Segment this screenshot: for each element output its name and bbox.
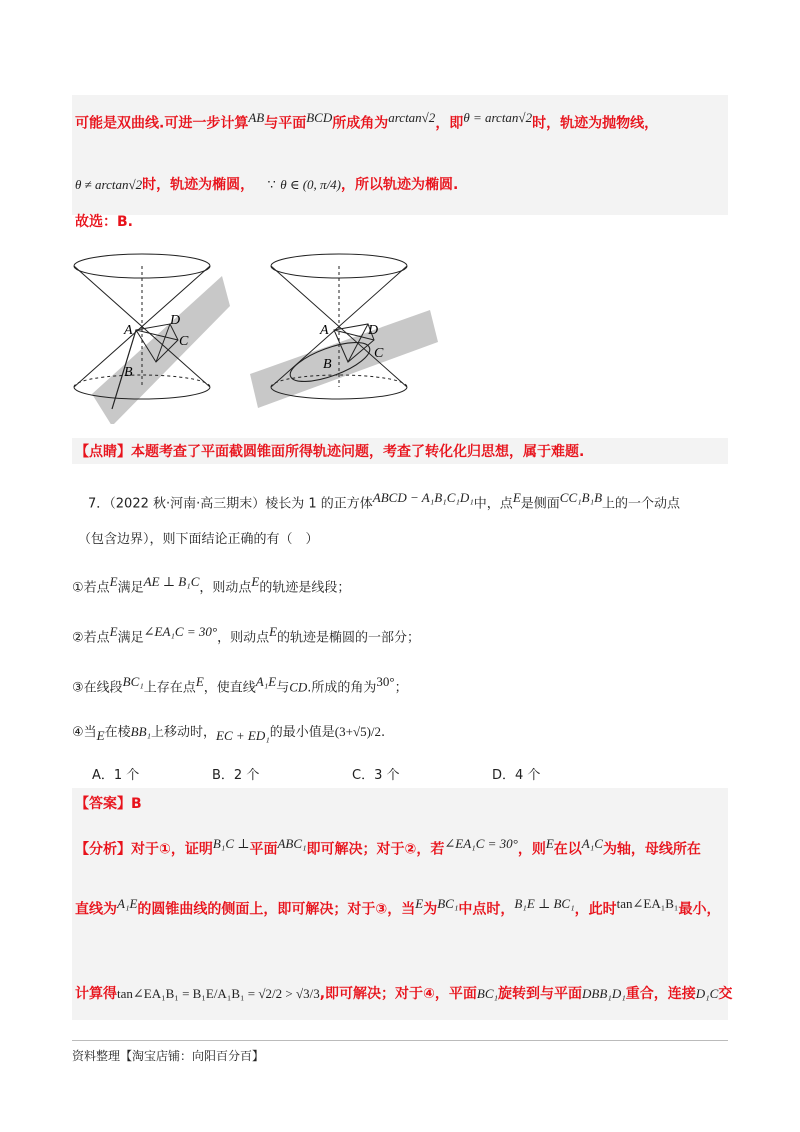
left-label-C: C (179, 334, 189, 349)
answer-label: 【答案】B (75, 796, 142, 812)
left-label-D: D (170, 313, 181, 328)
analysis-line-2: 直线为$^{A_1E}$的圆锥曲线的侧面上，即可解决；对于③，当$^E$为$^{BC_1}$中点时，$^{B_1E \perp BC_1}$，此时$^{tan\angle EA_1B_1}$最小， (75, 896, 721, 918)
solution-line-1: 可能是双曲线.可进一步计算$^{AB}$与平面$^{BCD}$所成角为$^{arctan√2}$，即$^{\theta = arctan√2}$时，轨迹为抛物线， (75, 110, 659, 132)
analysis-line-1: 【分析】对于①，证明$^{B_1C \perp}$平面$^{ABC_1}$即可解决；对于②，若$^{\angle EA_1C = 30^\circ}$，则$^E$在以$^{A_1C}$为轴，母线所在 (75, 836, 701, 858)
right-cone-group (250, 254, 438, 408)
cone-diagram (72, 244, 440, 424)
right-label-A: A (320, 323, 329, 338)
q7-statement-3: ③在线段$^{BC_1}$上存在点$^E$，使直线$^{A_1E}$与CD.所成的角为$^{30^\circ}$； (72, 674, 408, 696)
solution-line-2: θ ≠ arctan√2时，轨迹为椭圆， ∵ θ ∈ (0, π/4)，所以轨迹为椭圆. (75, 177, 459, 193)
q7-line-2: （包含边界），则下面结论正确的有（ ） (78, 532, 319, 547)
left-plane (92, 276, 230, 424)
right-label-B: B (323, 357, 332, 372)
left-label-A: A (124, 323, 133, 338)
choice-line: 故选：B. (75, 214, 133, 230)
footer-text: 资料整理【淘宝店铺：向阳百分百】 (72, 1049, 265, 1063)
q7-option-d[interactable]: D．4 个 (492, 768, 541, 783)
q7-option-c[interactable]: C．3 个 (352, 768, 400, 783)
footer-divider (72, 1040, 728, 1041)
q7-statement-1: ①若点$^E$满足$^{AE \perp B_1C}$，则动点$^E$的轨迹是线段； (72, 574, 351, 596)
q7-statement-4: ④当$_E$在棱BB₁上移动时，$_{EC + ED_1}$的最小值是(3+√5)/2. (72, 724, 386, 743)
left-cone-group (74, 254, 230, 424)
review-text: 【点睛】本题考查了平面截圆锥面所得轨迹问题，考查了转化化归思想，属于难题. (75, 444, 585, 460)
right-label-C: C (374, 346, 384, 361)
left-label-B: B (124, 365, 133, 380)
q7-option-a[interactable]: A．1 个 (92, 768, 140, 783)
right-plane (250, 310, 438, 408)
cone-figure (72, 244, 440, 424)
q7-line-1: 7．（2022 秋·河南·高三期末）棱长为 1 的正方体$^{ABCD - A_1B_1C_1D_1}$中，点$^E$是侧面$^{CC_1B_1B}$上的一个动点 (88, 490, 681, 512)
q7-option-b[interactable]: B．2 个 (212, 768, 260, 783)
analysis-line-3: 计算得tan∠EA₁B₁ = B₁E/A₁B₁ = √2/2 > √3/3,即可解决；对于④，平面BC₁旋转到与平面DBB₁D₁重合，连接D₁C交 (75, 986, 733, 1002)
right-label-D: D (368, 323, 379, 338)
q7-statement-2: ②若点$^E$满足$^{\angle EA_1C = 30^\circ}$，则动点$^E$的轨迹是椭圆的一部分； (72, 624, 421, 646)
